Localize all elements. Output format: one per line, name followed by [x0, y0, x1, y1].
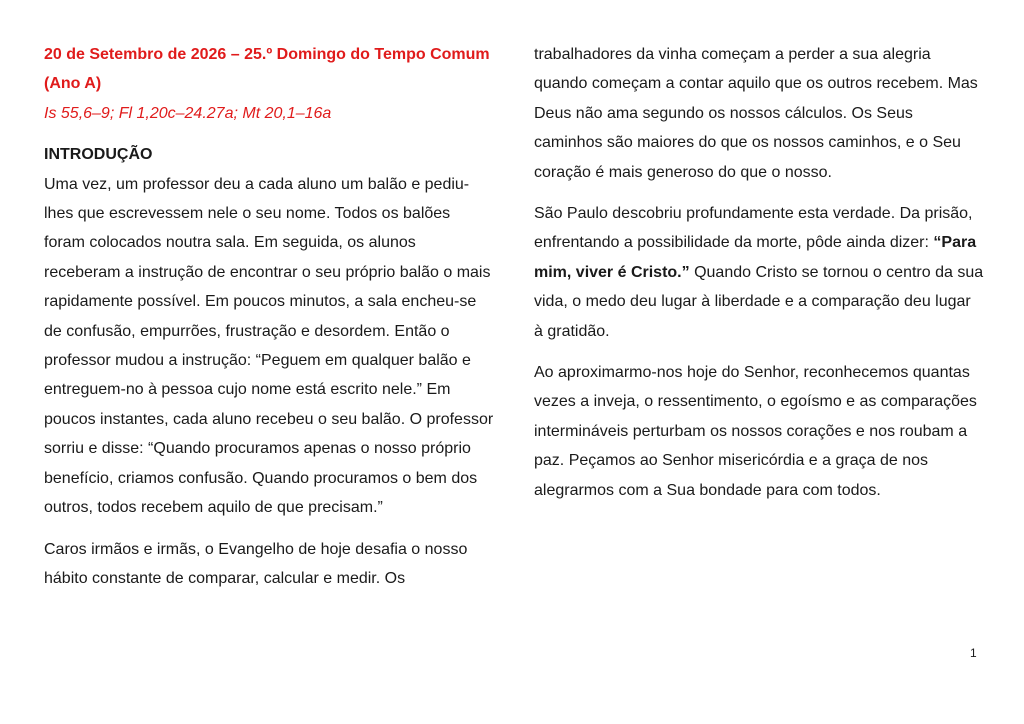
intro-paragraph-2-start: Caros irmãos e irmãs, o Evangelho de hoje desafia o nosso hábito constante de comparar, calcular e medir. Os	[44, 540, 468, 587]
intro-paragraph-1: Uma vez, um professor deu a cada aluno um balão e pediu-lhes que escrevessem nele o seu nome. Todos os balões foram colocados noutra sala. Em seguida, os alunos receberam a instrução de encontrar o seu próprio balão o mais rapidamente possível. Em poucos minutos, a sala encheu-se de confusão, empurrões, frustração e desordem. Então o professor mudou a instrução: “Peguem em qualquer balão e entreguem-no à pessoa cujo nome está escrito nele.” Em poucos instantes, cada aluno recebeu o seu balão. O professor sorriu e disse: “Quando procuramos apenas o nosso próprio benefício, criamos confusão. Quando procuramos o bem dos outros, todos recebem aquilo de que precisam.”	[44, 175, 494, 517]
right-column	[534, 40, 984, 505]
intro-paragraph-4: Ao aproximarmo-nos hoje do Senhor, reconhecemos quantas vezes a inveja, o ressentimento, o egoísmo e as comparações intermináveis perturbam os nossos corações e nos roubam a paz. Peçamos ao Senhor misericórdia e a graça de nos alegrarmos com a Sua bondade para com todos.	[534, 364, 977, 499]
section-heading: INTRODUÇÃO	[44, 146, 153, 164]
date-title: 20 de Setembro de 2026 – 25.º Domingo do Tempo Comum (Ano A)	[44, 46, 490, 93]
intro-paragraph-2-continued: trabalhadores da vinha começam a perder a sua alegria quando começam a contar aquilo que os outros recebem. Mas Deus não ama segundo os nossos cálculos. Os Seus caminhos são maiores do que os nossos caminhos, e o Seu coração é mais generoso do que o nosso.	[534, 46, 978, 181]
paragraph-3-text-before: São Paulo descobriu profundamente esta verdade. Da prisão, enfrentando a possibilidade da morte, pôde ainda dizer:	[534, 205, 973, 252]
paragraph-3-text-after: Quando Cristo se tornou o centro da sua vida, o medo deu lugar à liberdade e a comparação deu lugar à gratidão.	[534, 263, 984, 340]
readings-reference: Is 55,6–9; Fl 1,20c–24.27a; Mt 20,1–16a	[44, 104, 332, 122]
left-column	[44, 40, 494, 593]
paul-quote: “Para mim, viver é Cristo.”	[534, 234, 977, 281]
page-number: 1	[970, 646, 977, 660]
intro-paragraph-3	[534, 199, 984, 346]
